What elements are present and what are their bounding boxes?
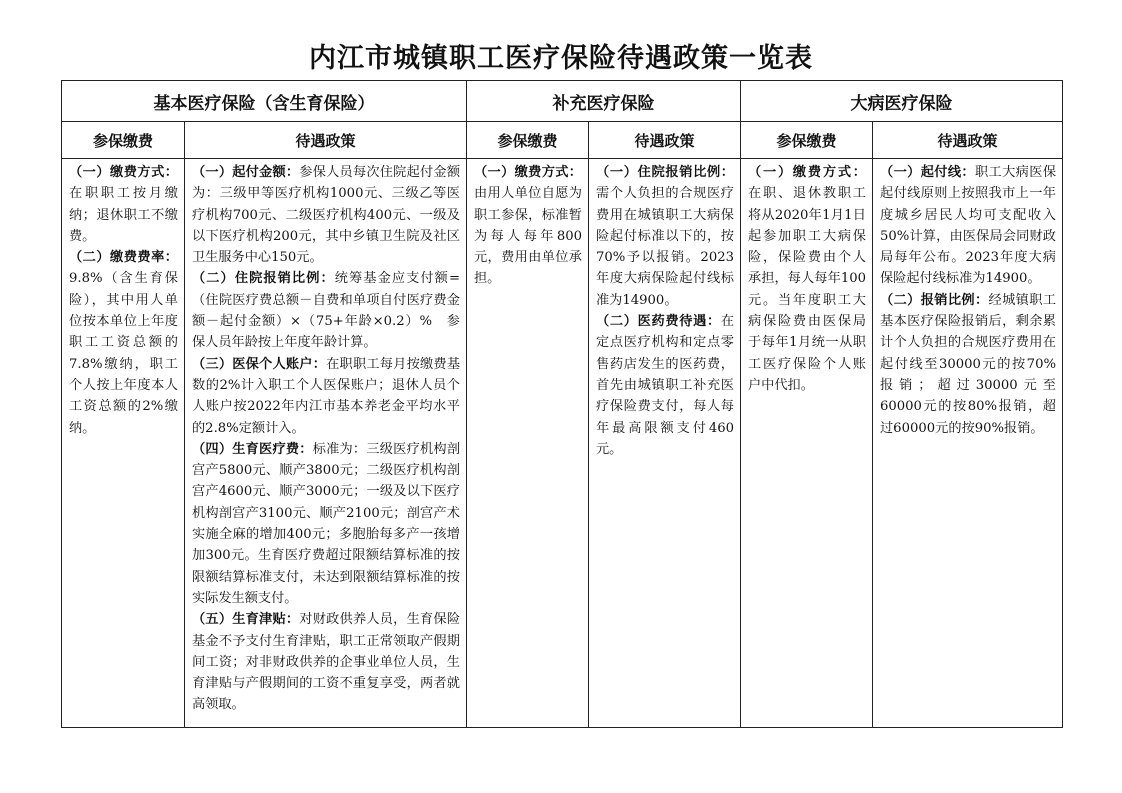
item-text: 职工大病医保起付线原则上按照我市上一年度城乡居民人均可支配收入50%计算，由医保局会同财政局每年公布。2023年度大病保险起付线标准为14900。 [880, 165, 1057, 287]
item-text: 统筹基金应支付额=（住院医疗费总额－自费和单项自付医疗费金额－起付金额）×（75+年龄×0.2）% 参保人员年龄按上年度年龄计算。 [192, 271, 460, 351]
group-critical-illness-insurance: 大病医疗保险 [741, 81, 1063, 122]
sub-header-supplement-contribution: 参保缴费 [467, 122, 589, 159]
supplement-contribution-cell [467, 159, 589, 728]
item-text: 在职、退休教职工将从2020年1月1日起参加职工大病保险，保险费由个人承担，每人每年100元。当年度职工大病保险费由医保局于每年1月统一从职工医疗保险个人账户中代扣。 [748, 186, 866, 393]
item-text: 需个人负担的合规医疗费用在城镇职工大病保险起付标准以下的，按70%予以报销。2023年度大病保险起付线标准为14900。 [596, 186, 734, 308]
item-heading: （五）生育津贴： [192, 612, 300, 628]
policy-paragraph [69, 162, 178, 247]
content-row [62, 159, 1063, 728]
policy-paragraph [880, 162, 1056, 290]
sub-header-supplement-policy: 待遇政策 [589, 122, 741, 159]
policy-paragraph [596, 162, 734, 311]
item-heading: （二）住院报销比例： [192, 271, 335, 287]
group-header-row [62, 81, 1063, 122]
group-supplementary-insurance: 补充医疗保险 [467, 81, 741, 122]
item-text: 参保人员每次住院起付金额为：三级甲等医疗机构1000元、三级乙等医疗机构700元、二级医疗机构400元、一级及以下医疗机构200元，其中乡镇卫生院及社区卫生服务中心150元。 [192, 165, 461, 266]
policy-table [61, 80, 1063, 728]
basic-contribution-cell [62, 159, 185, 728]
sub-header-row [62, 122, 1063, 159]
sub-header-basic-contribution: 参保缴费 [62, 122, 185, 159]
group-basic-insurance: 基本医疗保险（含生育保险） [62, 81, 467, 122]
item-text: 标准为：三级医疗机构剖宫产5800元、顺产3800元；二级医疗机构剖宫产4600元、顺产3000元；一级及以下医疗机构剖宫产3100元、顺产2100元；剖宫产术实施全麻的增加400元；多胞胎每多产一孩增加300元。生育医疗费超过限额结算标准的按限额结算标准支付，未达到限额结算标准的按实际发生额支付。 [192, 441, 461, 606]
item-text: 在定点医疗机构和定点零售药店发生的医药费，首先由城镇职工补充医疗保险费支付，每人每年最高限额支付460元。 [596, 314, 734, 457]
policy-paragraph [192, 268, 460, 353]
sub-header-basic-policy: 待遇政策 [185, 122, 467, 159]
basic-policy-cell [185, 159, 467, 728]
item-text: 在职职工按月缴纳；退休职工不缴费。 [69, 186, 178, 244]
item-text: 经城镇职工基本医疗保险报销后，剩余累计个人负担的合规医疗费用在起付线至30000元的按70%报销；超过30000元至60000元的按80%报销，超过60000元的按90%报销。 [880, 292, 1057, 436]
item-heading: （二）缴费费率： [69, 250, 178, 266]
item-text: 对财政供养人员，生育保险基金不予支付生育津贴，职工正常领取产假期间工资；对非财政供养的企事业单位人员，生育津贴与产假期间的工资不重复享受，两者就高领取。 [192, 612, 461, 713]
sub-header-critical-policy: 待遇政策 [873, 122, 1063, 159]
policy-paragraph [192, 609, 460, 715]
item-text: 9.8%（含生育保险），其中用人单位按本单位上年度职工工资总额的7.8%缴纳，职工个人按上年度本人工资总额的2%缴纳。 [69, 271, 178, 436]
critical-contribution-cell [741, 159, 873, 728]
policy-paragraph [69, 247, 178, 439]
policy-paragraph [474, 162, 582, 290]
item-heading: （一）缴费方式： [69, 165, 178, 180]
item-heading: （三）医保个人账户： [192, 356, 327, 372]
critical-policy-cell [873, 159, 1063, 728]
item-heading: （一）缴费方式： [474, 165, 582, 180]
item-text: 在职职工每月按缴费基数的2%计入职工个人医保账户；退休人员个人账户按2022年内江市基本养老金平均水平的2.8%定额计入。 [192, 356, 461, 436]
item-heading: （二）报销比例： [880, 292, 989, 308]
supplement-policy-cell [589, 159, 741, 728]
policy-paragraph [880, 290, 1056, 439]
page-title: 内江市城镇职工医疗保险待遇政策一览表 [309, 43, 813, 74]
item-heading: （一）住院报销比例： [596, 165, 734, 180]
policy-paragraph [192, 354, 460, 439]
item-heading: （一）缴费方式： [748, 165, 866, 180]
item-text: 由用人单位自愿为职工参保，标准暂为每人每年800元，费用由单位承担。 [474, 186, 582, 287]
item-heading: （一）起付线： [880, 165, 975, 180]
item-heading: （一）起付金额： [192, 165, 300, 180]
item-heading: （二）医药费待遇： [596, 314, 721, 330]
policy-paragraph [596, 311, 734, 460]
policy-paragraph [192, 162, 460, 268]
policy-paragraph [748, 162, 866, 396]
sub-header-critical-contribution: 参保缴费 [741, 122, 873, 159]
policy-paragraph [192, 439, 460, 609]
item-heading: （四）生育医疗费： [192, 441, 313, 457]
